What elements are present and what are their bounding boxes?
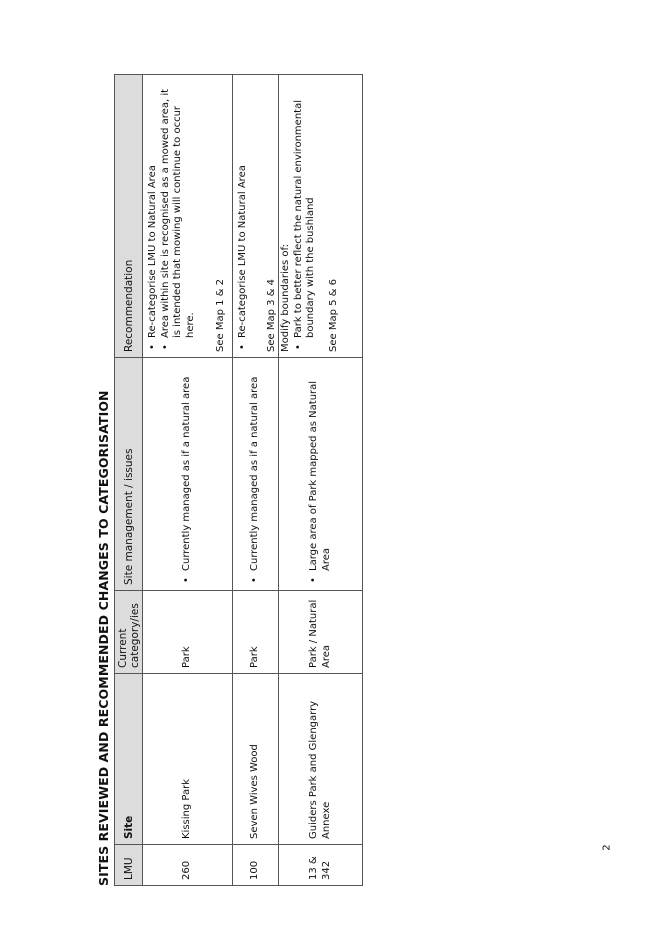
table-row (279, 75, 363, 886)
cell-issues (279, 358, 363, 591)
header-site: Site (115, 674, 143, 845)
sites-table (114, 74, 363, 886)
recommendation-intro: Modify boundaries of: (280, 243, 291, 352)
rotated-page-content (96, 70, 364, 886)
cell-issues (233, 358, 279, 591)
table-header-row (115, 75, 143, 886)
cell-category: Park (233, 591, 279, 674)
header-recommendation: Recommendation (115, 75, 143, 358)
map-reference: See Map 3 & 4 (265, 279, 277, 352)
map-reference: See Map 1 & 2 (215, 279, 226, 352)
cell-site: Guiders Park and Glengarry Annexe (279, 674, 363, 845)
cell-lmu: 13 & 342 (279, 845, 363, 886)
cell-recommendation (233, 75, 279, 358)
cell-issues (143, 358, 233, 591)
table-row (233, 75, 279, 886)
cell-recommendation (143, 75, 233, 358)
cell-site: Kissing Park (143, 674, 233, 845)
cell-lmu: 260 (143, 845, 233, 886)
list-item: • Currently managed as if a natural area (249, 363, 262, 571)
header-issues: Site management / issues (115, 358, 143, 591)
list-item: • Re-categorise LMU to Natural Area (237, 80, 250, 338)
list-item: • Currently managed as if a natural area (181, 363, 194, 571)
cell-category: Park / Natural Area (279, 591, 363, 674)
cell-lmu: 100 (233, 845, 279, 886)
page-number: 2 (601, 844, 613, 851)
list-item: • Re-categorise LMU to Natural Area (147, 80, 160, 338)
cell-site: Seven Wives Wood (233, 674, 279, 845)
table-row (143, 75, 233, 886)
map-reference: See Map 5 & 6 (327, 279, 339, 352)
header-category: Current category/ies (115, 591, 143, 674)
list-item: • Large area of Park mapped as Natural Area (308, 363, 333, 571)
page-heading: SITES REVIEWED AND RECOMMENDED CHANGES TO CATEGORISATION (96, 390, 111, 886)
cell-category: Park (143, 591, 233, 674)
list-item: • Park to better reflect the natural environmental boundary with the bushland (293, 80, 318, 338)
cell-recommendation (279, 75, 363, 358)
header-lmu: LMU (115, 845, 143, 886)
list-item: • Area within site is recognised as a mowed area, it is intended that mowing will continue to occur here. (160, 80, 198, 338)
